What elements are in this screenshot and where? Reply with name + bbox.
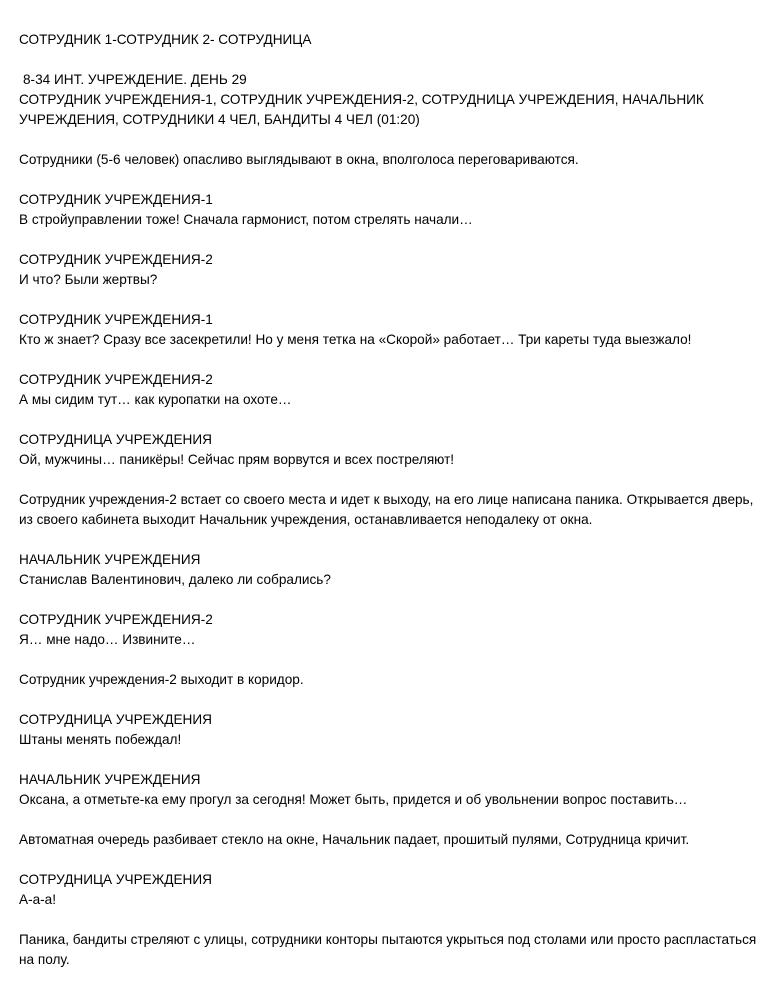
spacer [19, 690, 761, 710]
dialogue-line: Оксана, а отметьте-ка ему прогул за сегодня! Может быть, придется и об увольнении вопрос поставить… [19, 792, 688, 807]
spacer [19, 590, 761, 610]
dialogue-line: Кто ж знает? Сразу все засекретили! Но у меня тетка на «Скорой» работает… Три кареты туда выезжало! [19, 332, 692, 347]
speaker-name: СОТРУДНИК УЧРЕЖДЕНИЯ-2 [19, 372, 213, 387]
dialogue-line: В стройуправлении тоже! Сначала гармонист, потом стрелять начали… [19, 212, 473, 227]
speaker-name: СОТРУДНИК УЧРЕЖДЕНИЯ-2 [19, 612, 213, 627]
speaker-name: СОТРУДНИЦА УЧРЕЖДЕНИЯ [19, 432, 212, 447]
characters-header: СОТРУДНИК 1-СОТРУДНИК 2- СОТРУДНИЦА [19, 32, 312, 47]
spacer [19, 170, 761, 190]
dialogue-line: Ой, мужчины… паникёры! Сейчас прям ворвутся и всех постреляют! [19, 452, 455, 467]
spacer [19, 50, 761, 70]
speaker-name: СОТРУДНИК УЧРЕЖДЕНИЯ-2 [19, 252, 213, 267]
spacer [19, 410, 761, 430]
spacer [19, 290, 761, 310]
spacer [19, 850, 761, 870]
speaker-name: СОТРУДНИК УЧРЕЖДЕНИЯ-1 [19, 192, 213, 207]
scene-cast: СОТРУДНИК УЧРЕЖДЕНИЯ-1, СОТРУДНИК УЧРЕЖДЕНИЯ-2, СОТРУДНИЦА УЧРЕЖДЕНИЯ, НАЧАЛЬНИК УЧРЕЖДЕНИЯ, СОТРУДНИКИ 4 ЧЕЛ, БАНДИТЫ 4 ЧЕЛ (01:20) [19, 92, 704, 127]
dialogue-line: А мы сидим тут… как куропатки на охоте… [19, 392, 292, 407]
spacer [19, 230, 761, 250]
action-line: Паника, бандиты стреляют с улицы, сотрудники конторы пытаются укрыться под столами или просто распластаться на полу. [19, 932, 757, 967]
spacer [19, 810, 761, 830]
spacer [19, 470, 761, 490]
speaker-name: НАЧАЛЬНИК УЧРЕЖДЕНИЯ [19, 552, 201, 567]
speaker-name: СОТРУДНИЦА УЧРЕЖДЕНИЯ [19, 712, 212, 727]
action-line: Сотрудник учреждения-2 выходит в коридор. [19, 672, 304, 687]
spacer [19, 350, 761, 370]
dialogue-line: И что? Были жертвы? [19, 272, 158, 287]
speaker-name: СОТРУДНИК УЧРЕЖДЕНИЯ-1 [19, 312, 213, 327]
spacer [19, 910, 761, 930]
dialogue-line: Станислав Валентинович, далеко ли собрались? [19, 572, 331, 587]
spacer [19, 750, 761, 770]
spacer [19, 650, 761, 670]
dialogue-line: А-а-а! [19, 892, 57, 907]
speaker-name: НАЧАЛЬНИК УЧРЕЖДЕНИЯ [19, 772, 201, 787]
scene-heading: 8-34 ИНТ. УЧРЕЖДЕНИЕ. ДЕНЬ 29 [23, 72, 247, 87]
action-line: Сотрудник учреждения-2 встает со своего места и идет к выходу, на его лице написана паника. Открывается дверь, из своего кабинета выходит Начальник учреждения, останавливается неподалеку от окна. [19, 492, 754, 527]
speaker-name: СОТРУДНИЦА УЧРЕЖДЕНИЯ [19, 872, 212, 887]
spacer [19, 530, 761, 550]
action-line: Автоматная очередь разбивает стекло на окне, Начальник падает, прошитый пулями, Сотрудница кричит. [19, 832, 690, 847]
spacer [19, 130, 761, 150]
dialogue-line: Штаны менять побеждал! [19, 732, 182, 747]
action-line: Сотрудники (5-6 человек) опасливо выглядывают в окна, вполголоса переговариваются. [19, 152, 579, 167]
dialogue-line: Я… мне надо… Извините… [19, 632, 196, 647]
